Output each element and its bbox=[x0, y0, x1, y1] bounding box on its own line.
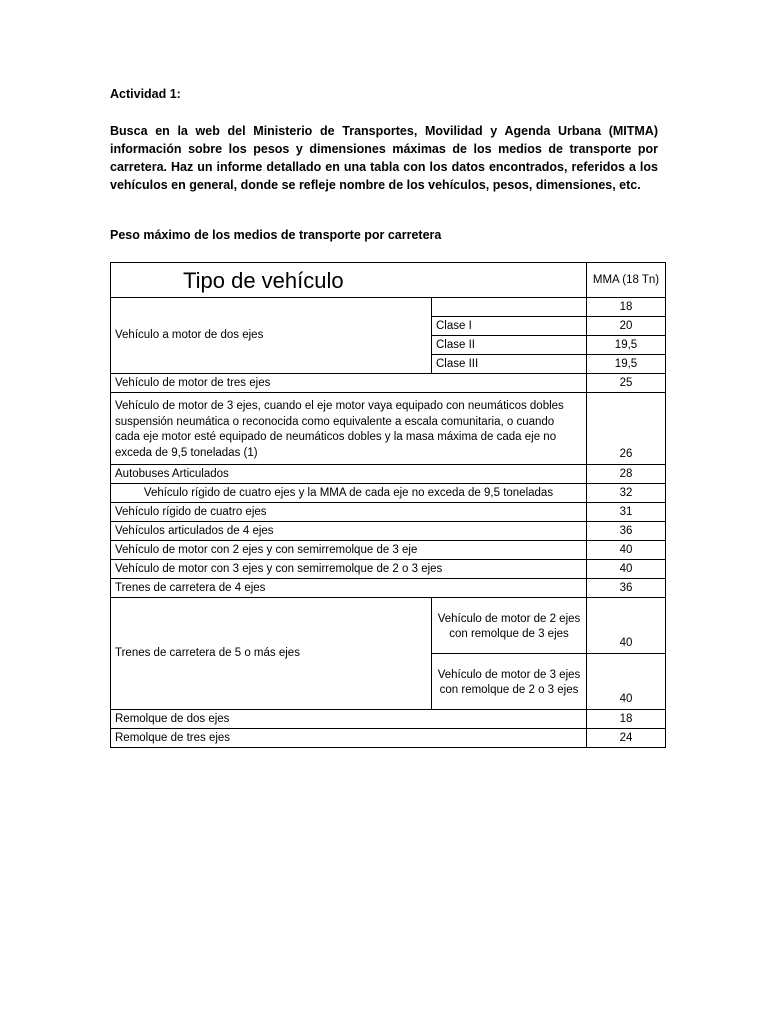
table-row bbox=[111, 374, 666, 393]
row-value: 19,5 bbox=[587, 355, 666, 374]
table-row bbox=[111, 560, 666, 579]
row-value: 40 bbox=[587, 541, 666, 560]
row-value: 40 bbox=[587, 654, 666, 710]
table-row bbox=[111, 298, 666, 317]
vehicle-type-header: Tipo de vehículo bbox=[111, 263, 587, 298]
row-label: Vehículo de motor con 3 ejes y con semirremolque de 2 o 3 ejes bbox=[111, 560, 587, 579]
table-row bbox=[111, 598, 666, 654]
table-row bbox=[111, 522, 666, 541]
subrow-label: Vehículo de motor de 2 ejes con remolque de 3 ejes bbox=[432, 598, 587, 654]
row-label: Vehículos articulados de 4 ejes bbox=[111, 522, 587, 541]
row-value: 36 bbox=[587, 579, 666, 598]
row-label: Autobuses Articulados bbox=[111, 465, 587, 484]
row-label: Vehículo a motor de dos ejes bbox=[111, 298, 432, 374]
table-row bbox=[111, 484, 666, 503]
row-value: 32 bbox=[587, 484, 666, 503]
mma-header: MMA (18 Tn) bbox=[587, 263, 666, 298]
row-value: 36 bbox=[587, 522, 666, 541]
table-row bbox=[111, 503, 666, 522]
activity-instructions: Busca en la web del Ministerio de Transportes, Movilidad y Agenda Urbana (MITMA) información sobre los pesos y dimensiones máximas de los medios de transporte por carretera. Haz un informe detallado en una tabla con los datos encontrados, referidos a los vehículos en general, donde se refleje nombre de los vehículos, pesos, dimensiones, etc. bbox=[110, 124, 658, 192]
row-label: Vehículo rígido de cuatro ejes bbox=[111, 503, 587, 522]
row-value: 40 bbox=[587, 598, 666, 654]
row-label: Vehículo rígido de cuatro ejes y la MMA de cada eje no exceda de 9,5 toneladas bbox=[111, 484, 587, 503]
row-value: 26 bbox=[587, 393, 666, 465]
row-value: 18 bbox=[587, 298, 666, 317]
table-row bbox=[111, 579, 666, 598]
row-value: 18 bbox=[587, 710, 666, 729]
table-header-row bbox=[111, 263, 666, 298]
table-row bbox=[111, 729, 666, 748]
activity-heading: Actividad 1: bbox=[110, 87, 181, 101]
table-caption: Peso máximo de los medios de transporte por carretera bbox=[110, 228, 442, 242]
table-row bbox=[111, 393, 666, 465]
row-label: Trenes de carretera de 5 o más ejes bbox=[111, 598, 432, 710]
subrow-label: Vehículo de motor de 3 ejes con remolque de 2 o 3 ejes bbox=[432, 654, 587, 710]
row-value: 25 bbox=[587, 374, 666, 393]
row-label: Vehículo de motor de 3 ejes, cuando el eje motor vaya equipado con neumáticos dobles suspensión neumática o reconocida como equivalente a escala comunitaria, o cuando cada eje motor esté equipado de neumáticos dobles y la masa máxima de cada eje no exceda de 9,5 toneladas (1) bbox=[111, 393, 587, 465]
table-row bbox=[111, 541, 666, 560]
row-value: 40 bbox=[587, 560, 666, 579]
vehicle-weight-table bbox=[110, 262, 666, 748]
row-value: 19,5 bbox=[587, 336, 666, 355]
row-label: Trenes de carretera de 4 ejes bbox=[111, 579, 587, 598]
row-value: 20 bbox=[587, 317, 666, 336]
row-label: Vehículo de motor de tres ejes bbox=[111, 374, 587, 393]
class-label: Clase II bbox=[432, 336, 587, 355]
row-value: 31 bbox=[587, 503, 666, 522]
row-label: Vehículo de motor con 2 ejes y con semirremolque de 3 eje bbox=[111, 541, 587, 560]
table-row bbox=[111, 465, 666, 484]
row-value: 28 bbox=[587, 465, 666, 484]
row-value: 24 bbox=[587, 729, 666, 748]
class-label: Clase I bbox=[432, 317, 587, 336]
class-label: Clase III bbox=[432, 355, 587, 374]
row-label: Remolque de dos ejes bbox=[111, 710, 587, 729]
table-row bbox=[111, 710, 666, 729]
blank-cell bbox=[432, 298, 587, 317]
row-label: Remolque de tres ejes bbox=[111, 729, 587, 748]
